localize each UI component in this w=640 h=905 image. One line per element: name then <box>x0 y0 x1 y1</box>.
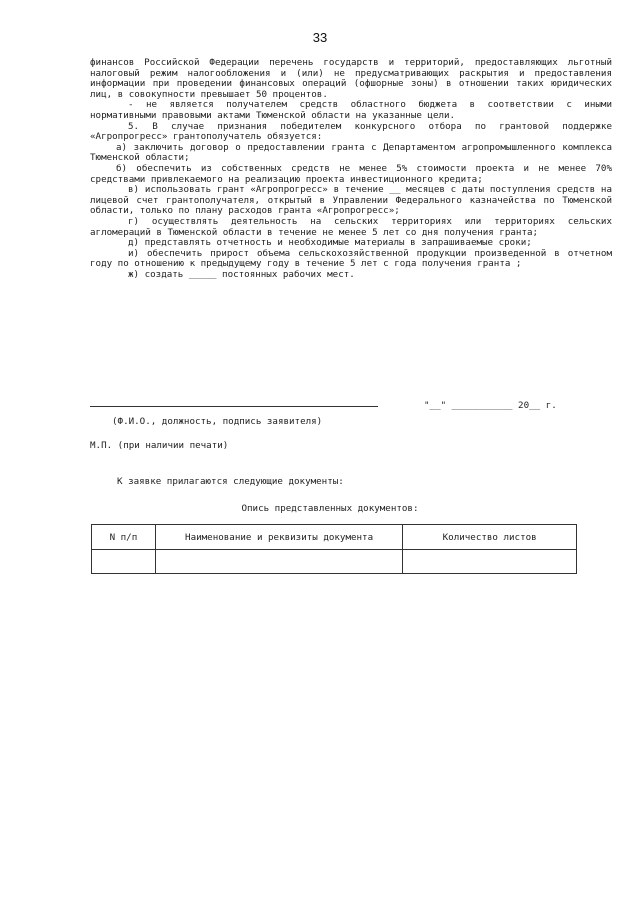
table-header-sheets: Количество листов <box>403 525 577 550</box>
paragraph-item-5: 5. В случае признания победителем конкурсного отбора по грантовой поддержке «Агропрогресс» грантополучатель обязуется: <box>90 120 612 143</box>
paragraph-item-b: б) обеспечить из собственных средств не менее 5% стоимости проекта и не менее 70% средствами привлекаемого на реализацию проекта инвестиционного кредита; <box>90 162 612 185</box>
table-row <box>92 550 577 574</box>
document-body <box>90 58 612 280</box>
signature-line <box>90 406 378 407</box>
paragraph-item-i: и) обеспечить прирост объема сельскохозяйственной продукции произведенной в отчетном году по отношению к предыдущему году в течение 5 лет с года получения гранта ; <box>90 247 612 270</box>
table-header-name: Наименование и реквизиты документа <box>155 525 402 550</box>
table-cell[interactable] <box>155 550 402 574</box>
page-number: 33 <box>312 30 328 45</box>
signature-caption: (Ф.И.О., должность, подпись заявителя) <box>112 416 323 427</box>
table-header-number: N п/п <box>92 525 156 550</box>
paragraph-item-zh: ж) создать _____ постоянных рабочих мест. <box>128 268 355 280</box>
table-cell[interactable] <box>92 550 156 574</box>
paragraph-item-d: д) представлять отчетность и необходимые материалы в запрашиваемые сроки; <box>128 237 532 249</box>
attachments-intro: К заявке прилагаются следующие документы: <box>117 476 344 487</box>
table-cell[interactable] <box>403 550 577 574</box>
paragraph-budget: - не является получателем средств областного бюджета в соответствии с иными нормативными правовыми актами Тюменской области на указанные цели. <box>90 99 612 121</box>
signature-date: "__" ___________ 20__ г. <box>424 400 557 411</box>
table-header-row <box>92 525 577 550</box>
stamp-note: М.П. (при наличии печати) <box>90 440 229 451</box>
paragraph-item-v: в) использовать грант «Агропрогресс» в течение __ месяцев с даты поступления средств на лицевой счет грантополучателя, открытый в Управлении Федерального казначейства по Тюменской области, только по плану расходов гранта «Агропрогресс»; <box>90 184 612 217</box>
paragraph-offshore: финансов Российской Федерации перечень государств и территорий, предоставляющих льготный налоговый режим налогообложения и (или) не предусматривающих раскрытия и предоставления информации при проведении финансовых операций (офшорные зоны) в отношении таких юридических лиц, в совокупности превышает 50 процентов. <box>90 57 612 100</box>
paragraph-item-a: а) заключить договор о предоставлении гранта с Департаментом агропромышленного комплекса Тюменской области; <box>90 141 612 164</box>
paragraph-item-g: г) осуществлять деятельность на сельских территориях или территориях сельских агломераций в Тюменской области в течение не менее 5 лет со дня получения гранта; <box>90 215 612 238</box>
documents-table <box>91 524 577 574</box>
inventory-title: Опись представленных документов: <box>241 503 419 514</box>
